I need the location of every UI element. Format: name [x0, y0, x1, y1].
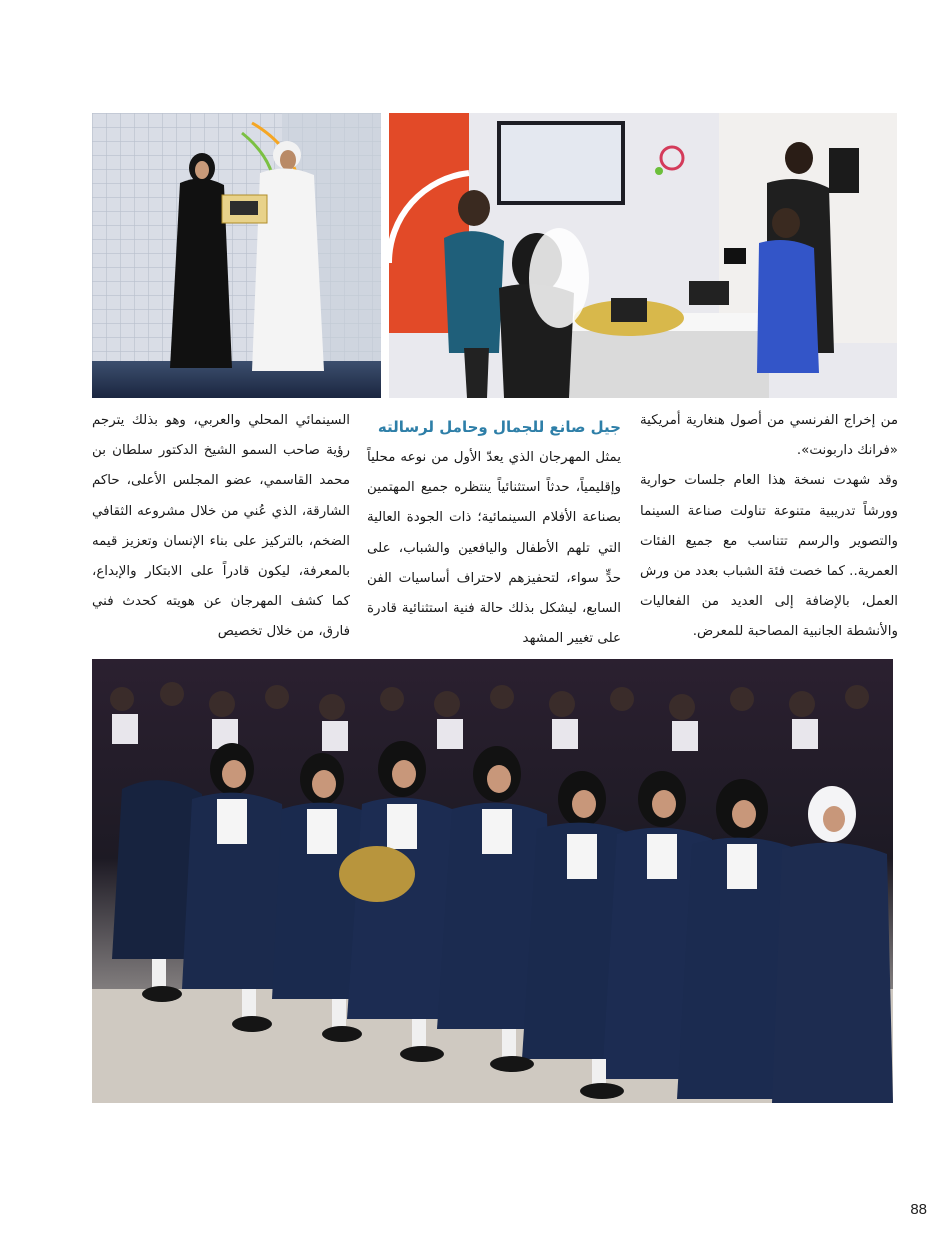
- article-paragraph: من إخراج الفرنسي من أصول هنغارية أمريكية «فرانك داربونت».: [640, 413, 898, 459]
- section-subheading: جيل صانع للجمال وحامل لرسالته: [377, 418, 621, 436]
- article-paragraph: يمثل المهرجان الذي يعدّ الأول من نوعه محلياً وإقليمياً، حدثاً استثنائياً ينتظره جميع المهتمين بصناعة الأفلام السينمائية؛ ذات الجودة العالية التي تلهم الأطفال واليافعين والشباب، على حدٍّ سواء، لتحفيزهم لاحتراف أساسيات الفن السابع، ليشكل بذلك حالة فنية استثنائية قادرة على تغيير المشهد: [367, 450, 621, 647]
- article-paragraph: وقد شهدت نسخة هذا العام جلسات حوارية وورشاً تدريبية متنوعة تناولت صناعة السينما والتصوير والرسم تتناسب مع جميع الفئات العمرية.. كما خصت فئة الشباب بعدد من ورش العمل، بالإضافة إلى العديد من الفعاليات والأنشطة الجانبية المصاحبة للمعرض.: [640, 473, 898, 640]
- article-column-right: [640, 406, 898, 648]
- article-column-middle: [367, 414, 621, 654]
- award-ceremony-photo: [92, 113, 381, 398]
- article-column-left: [92, 406, 350, 648]
- page-number: 88: [910, 1201, 927, 1218]
- student-audience-photo: [92, 659, 893, 1103]
- photography-workshop-photo: [389, 113, 897, 398]
- article-paragraph: السينمائي المحلي والعربي، وهو بذلك يترجم رؤية صاحب السمو الشيخ الدكتور سلطان بن محمد القاسمي، عضو المجلس الأعلى، حاكم الشارقة، الذي عُني من خلال مشروعه الثقافي الضخم، بالتركيز على بناء الإنسان وتعزيز قيمه بالمعرفة، ليكون قادراً على الابتكار والإبداع، كما كشف المهرجان عن هويته كحدث فني فارق، من خلال تخصيص: [92, 413, 350, 640]
